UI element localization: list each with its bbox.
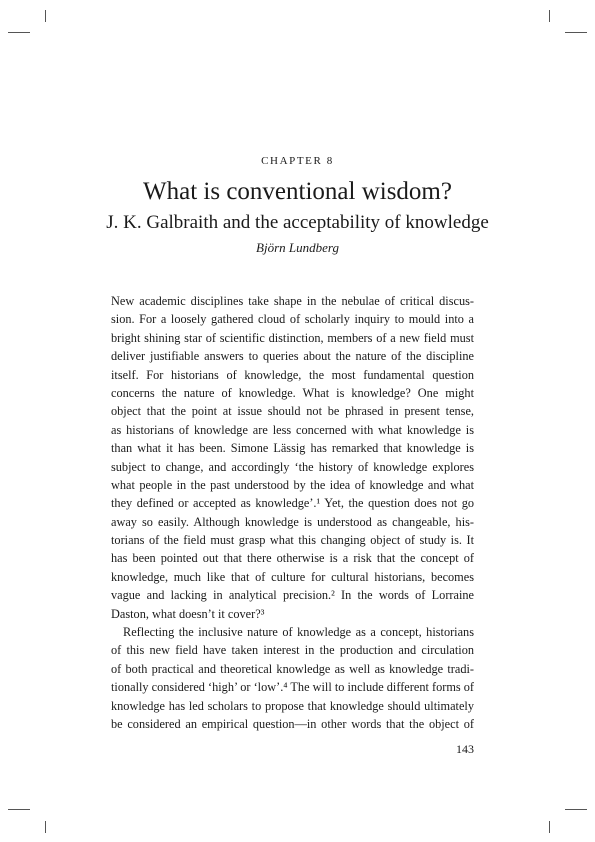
text-line: has been pointed out that there otherwise is a risk that the concept of (111, 551, 474, 566)
text-line: they defined or accepted as knowledge’.¹ Yet, the question does not go (111, 496, 474, 511)
chapter-label: CHAPTER 8 (261, 155, 334, 167)
text-line: bright shining star of scientific distinction, members of a new field must (111, 330, 474, 345)
text-line: concerns the nature of knowledge. What is knowledge? One might (111, 385, 474, 400)
crop-mark (549, 821, 550, 833)
crop-mark (45, 10, 46, 22)
text-line: torians of the field must grasp what this changing object of study is. It (111, 533, 474, 548)
text-line: knowledge has led scholars to propose that knowledge should ultimately (111, 698, 474, 713)
crop-mark (565, 809, 587, 810)
text-line: New academic disciplines take shape in the nebulae of critical discus- (111, 294, 474, 308)
text-line: than what it has been. Simone Lässig has remarked that knowledge is (111, 441, 474, 456)
text-line: deliver justifiable answers to queries about the nature of the discipline (111, 349, 474, 364)
text-line: be considered an empirical question—in other words that the object of (111, 716, 474, 731)
text-line: Daston, what doesn’t it cover?³ (111, 606, 265, 621)
text-line: as historians of knowledge are less concerned with what knowledge is (111, 422, 474, 437)
text-line: vague and lacking in analytical precision.² In the words of Lorraine (111, 588, 474, 603)
crop-mark (565, 32, 587, 33)
chapter-title: What is conventional wisdom? (143, 178, 452, 205)
text-line: sion. For a loosely gathered cloud of scholarly inquiry to mould into a (111, 312, 474, 327)
crop-mark (45, 821, 46, 833)
text-line: itself. For historians of knowledge, the most fundamental question (111, 367, 474, 382)
text-line: tionally considered ‘high’ or ‘low’.⁴ The will to include different forms of (111, 680, 474, 695)
page-number: 143 (456, 742, 474, 756)
crop-mark (8, 32, 30, 33)
text-line: Reflecting the inclusive nature of knowledge as a concept, historians (123, 625, 474, 640)
body-text (111, 292, 474, 733)
chapter-subtitle: J. K. Galbraith and the acceptability of knowledge (106, 212, 489, 233)
text-line: subject to change, and accordingly ‘the history of knowledge explores (111, 459, 474, 474)
crop-mark (549, 10, 550, 22)
text-line: object that the point at issue should not be phrased in present tense, (111, 404, 474, 419)
author-name: Björn Lundberg (256, 240, 339, 255)
text-line: knowledge, much like that of culture for cultural historians, becomes (111, 569, 474, 584)
text-line: what people in the past understood by the idea of knowledge and what (111, 477, 474, 492)
text-line: of this new field have taken interest in the production and circulation (111, 643, 474, 658)
text-line: away so easily. Although knowledge is understood as changeable, his- (111, 514, 474, 529)
text-line: of both practical and theoretical knowledge as well as knowledge tradi- (111, 661, 474, 676)
crop-mark (8, 809, 30, 810)
